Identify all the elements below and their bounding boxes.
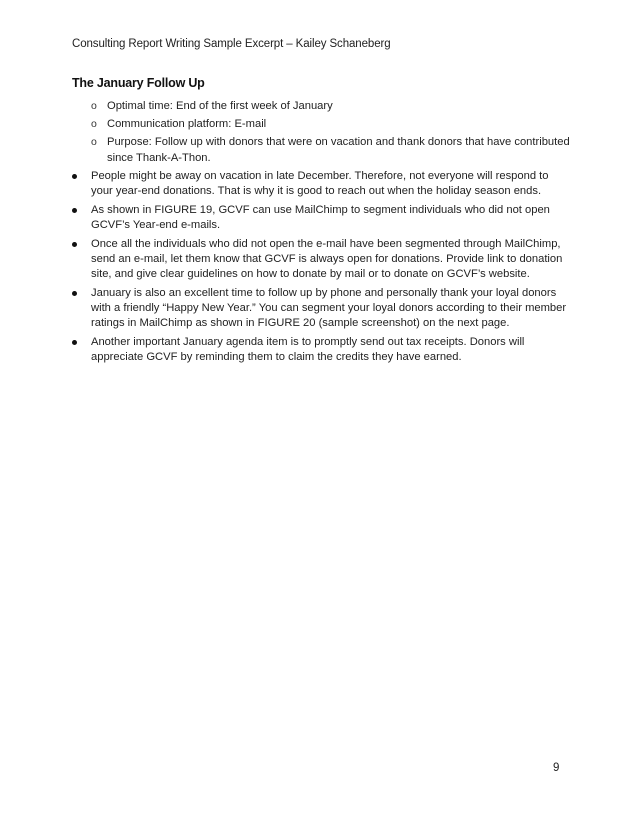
section-heading: The January Follow Up [72,76,205,90]
sub-list-item [72,135,572,165]
sub-list-item [72,117,572,132]
bullet-item-text: Another important January agenda item is to promptly send out tax receipts. Donors will appreciate GCVF by reminding them to claim the credits they have earned. [91,336,525,364]
bullet-item-text: Once all the individuals who did not open the e-mail have been segmented through MailChimp, send an e-mail, let them know that GCVF is always open for donations. Provide link to donation site, and give clear guidelines on how to donate by mail or to donate on GCVF’s website. [91,237,563,281]
bullet-dot-icon [72,208,77,213]
bullet-list-item [72,203,572,233]
running-header: Consulting Report Writing Sample Excerpt – Kailey Schaneberg [72,38,391,50]
bullet-item-text: January is also an excellent time to follow up by phone and personally thank your loyal donors with a friendly “Happy New Year.” You can segment your loyal donors according to their member ratings in MailChimp as shown in FIGURE 20 (sample screenshot) on the next page. [91,287,567,330]
circle-marker-icon: o [91,100,97,112]
bullet-dot-icon [72,291,77,296]
page-number: 9 [553,762,560,774]
sub-list-item [72,99,572,114]
bullet-list-item [72,335,572,365]
bullet-dot-icon [72,340,77,345]
bullet-dot-icon [72,174,77,179]
bullet-list-item [72,286,572,332]
bullet-item-text: People might be away on vacation in late December. Therefore, not everyone will respond to your year-end donations. That is why it is good to reach out when the holiday season ends. [91,169,549,198]
content-list [72,99,572,369]
bullet-list-item [72,237,572,283]
sub-item-text: Communication platform: E-mail [107,118,267,131]
sub-item-text: Purpose: Follow up with donors that were on vacation and thank donors that have contributed since Thank-A-Thon. [107,136,570,164]
bullet-dot-icon [72,242,77,247]
bullet-list-item [72,169,572,199]
circle-marker-icon: o [91,136,97,149]
sub-item-text: Optimal time: End of the first week of January [107,100,333,112]
circle-marker-icon: o [91,118,97,131]
bullet-item-text: As shown in FIGURE 19, GCVF can use MailChimp to segment individuals who did not open GCVF’s Year-end e-mails. [91,203,550,232]
